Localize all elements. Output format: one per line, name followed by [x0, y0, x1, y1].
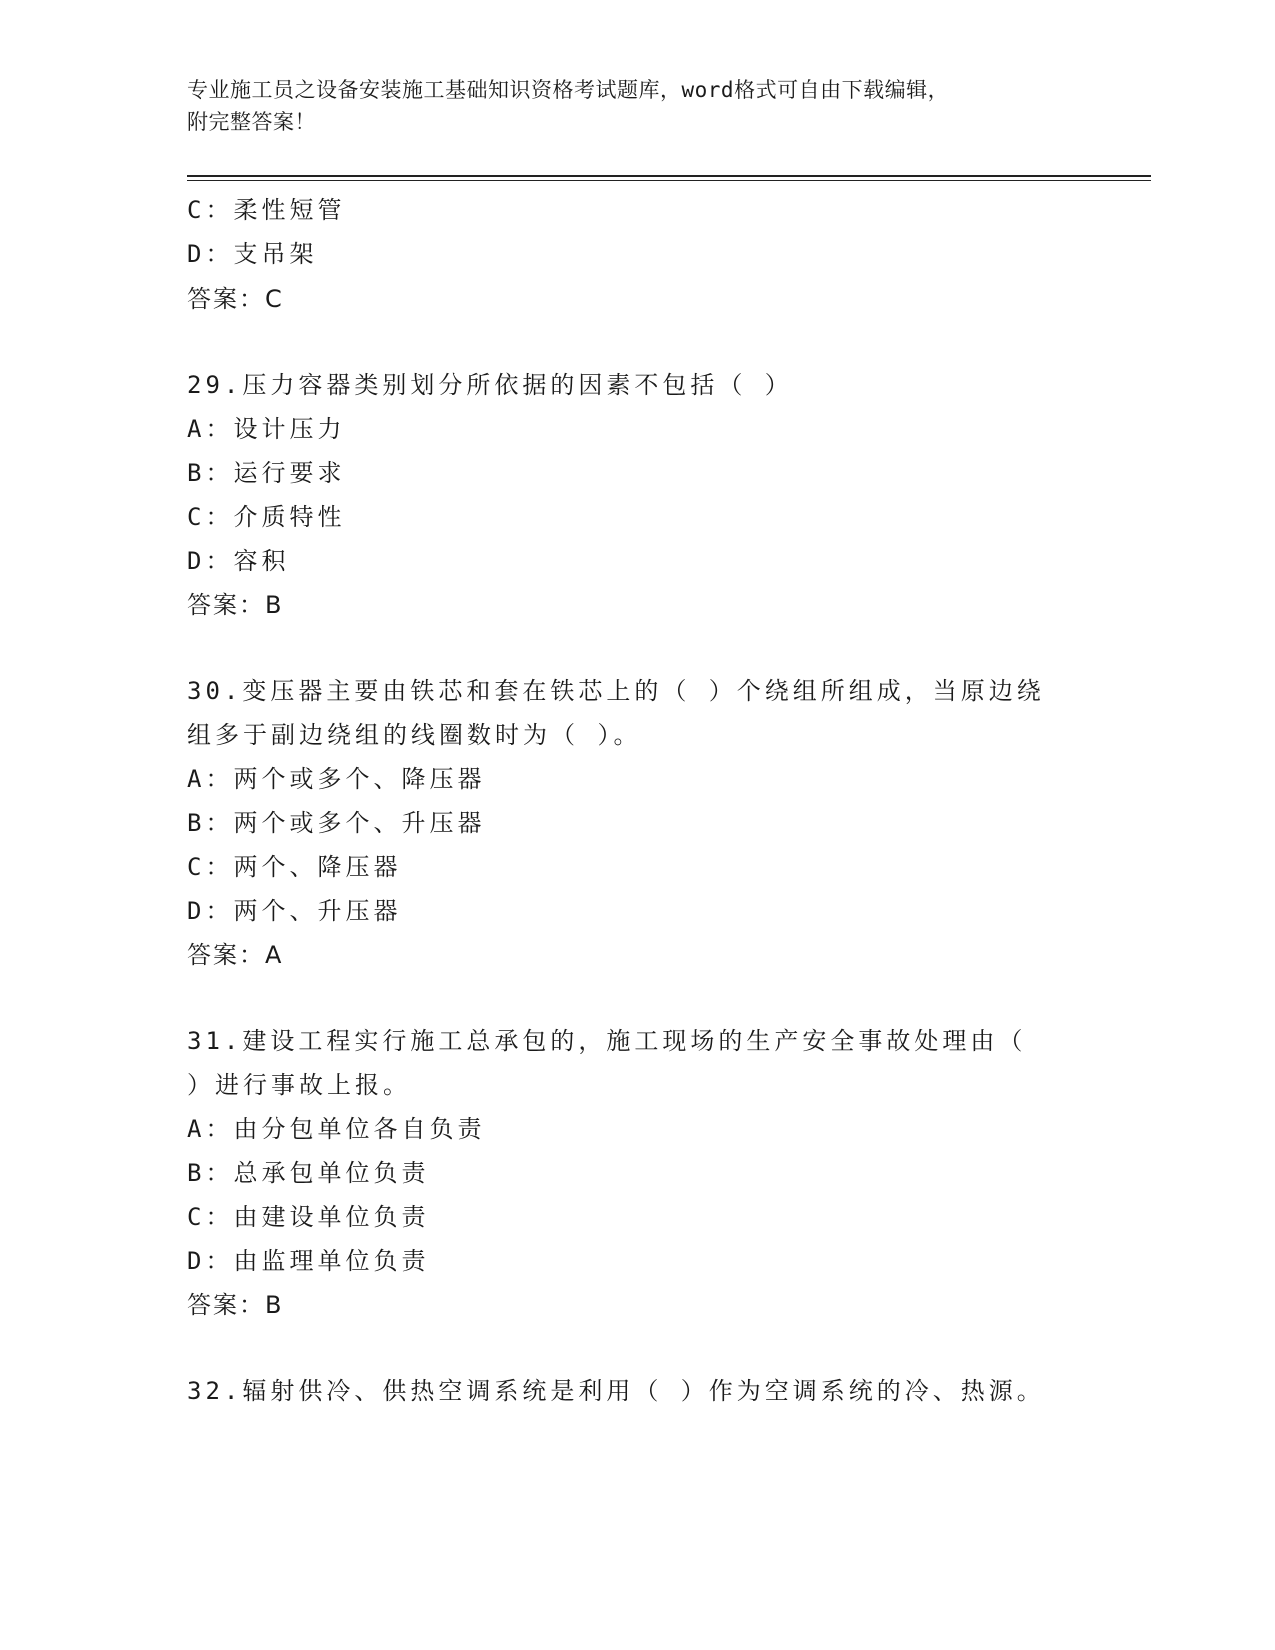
question-29-stem: 29.压力容器类别划分所依据的因素不包括（ ）: [187, 371, 793, 399]
answer-line: 答案：C: [187, 285, 284, 313]
question-31-stem-line-1: 31.建设工程实行施工总承包的，施工现场的生产安全事故处理由（: [187, 1027, 1027, 1055]
question-29-option-a: A：设计压力: [187, 415, 346, 443]
question-30-answer: 答案：A: [187, 941, 284, 969]
question-29-answer: 答案：B: [187, 591, 284, 619]
question-29-option-b: B：运行要求: [187, 459, 346, 487]
option-d: D：支吊架: [187, 240, 318, 268]
question-29-option-c: C：介质特性: [187, 503, 346, 531]
question-31-option-a: A：由分包单位各自负责: [187, 1115, 486, 1143]
question-30-option-d: D：两个、升压器: [187, 897, 402, 925]
question-30-option-a: A：两个或多个、降压器: [187, 765, 486, 793]
header-line-2: 附完整答案！: [187, 110, 316, 134]
question-30-option-b: B：两个或多个、升压器: [187, 809, 486, 837]
question-30-option-c: C：两个、降压器: [187, 853, 402, 881]
question-31-option-d: D：由监理单位负责: [187, 1247, 430, 1275]
question-32-stem: 32.辐射供冷、供热空调系统是利用（ ）作为空调系统的冷、热源。: [187, 1377, 1045, 1405]
question-30-stem-line-2: 组多于副边绕组的线圈数时为（ ）。: [187, 721, 642, 749]
question-31-answer: 答案：B: [187, 1291, 284, 1319]
question-31-option-c: C：由建设单位负责: [187, 1203, 430, 1231]
question-29-option-d: D：容积: [187, 547, 290, 575]
question-31-option-b: B：总承包单位负责: [187, 1159, 430, 1187]
question-31-stem-line-2: ）进行事故上报。: [187, 1071, 411, 1099]
option-c: C：柔性短管: [187, 196, 346, 224]
header-line-1: 专业施工员之设备安装施工基础知识资格考试题库，word格式可自由下载编辑，: [187, 78, 950, 102]
question-30-stem-line-1: 30.变压器主要由铁芯和套在铁芯上的（ ）个绕组所组成，当原边绕: [187, 677, 1045, 705]
header-rule-thin: [187, 180, 1151, 181]
header-rule-thick: [187, 175, 1151, 177]
